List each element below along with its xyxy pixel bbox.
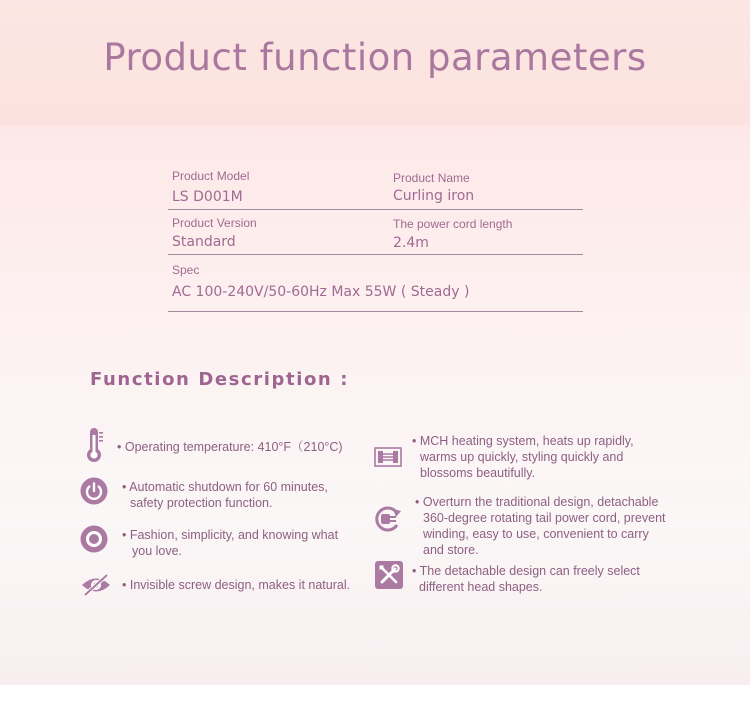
page-title: Product function parameters [103,36,647,79]
model-value: LS D001M [172,189,243,205]
rotating-plug-icon [373,505,403,533]
feature-text: • Fashion, simplicity, and knowing what [122,528,339,542]
table-divider [168,311,583,312]
cord-length-value: 2.4m [393,235,429,251]
feature-text: • MCH heating system, heats up rapidly, [412,434,634,448]
feature-rotating-cord [415,494,666,558]
feature-mch-heating [412,433,634,481]
feature-text: blossoms beautifully. [420,466,536,480]
function-description-title: Function Description : [90,369,350,390]
feature-fashion [122,527,338,559]
feature-text: and store. [423,543,479,557]
hidden-eye-icon [80,573,112,597]
name-value: Curling iron [393,188,475,204]
target-icon [80,525,108,553]
feature-text: winding, easy to use, convenient to carry [423,527,649,541]
name-label: Product Name [393,171,470,185]
feature-text: you love. [132,544,183,558]
version-value: Standard [172,234,236,250]
feature-text: safety protection function. [130,496,273,510]
table-divider [168,254,583,255]
table-divider [168,209,583,210]
parameters-table [168,164,583,314]
model-label: Product Model [172,169,250,183]
thermometer-icon [84,427,106,463]
version-label: Product Version [172,216,257,230]
feature-text: • The detachable design can freely select [412,564,640,578]
feature-text: • Overturn the traditional design, detachable [415,495,659,509]
feature-text: • Automatic shutdown for 60 minutes, [122,480,328,494]
cord-length-label: The power cord length [393,217,513,231]
feature-invisible-screw [122,577,350,593]
feature-auto-shutdown [122,479,328,511]
tools-icon [375,561,403,589]
feature-detachable-heads [412,563,640,595]
feature-text: 360-degree rotating tail power cord, prevent [423,511,666,525]
power-icon [80,477,108,505]
feature-text: • Operating temperature: 410°F（210°C) [117,440,343,454]
spec-label: Spec [172,263,200,277]
bottom-strip [0,685,750,706]
feature-text: • Invisible screw design, makes it natural. [122,578,351,592]
feature-text: different head shapes. [419,580,543,594]
feature-temperature [117,439,343,455]
heating-element-icon [374,446,402,468]
spec-value: AC 100-240V/50-60Hz Max 55W ( Steady ) [172,284,470,300]
feature-text: warms up quickly, styling quickly and [420,450,624,464]
